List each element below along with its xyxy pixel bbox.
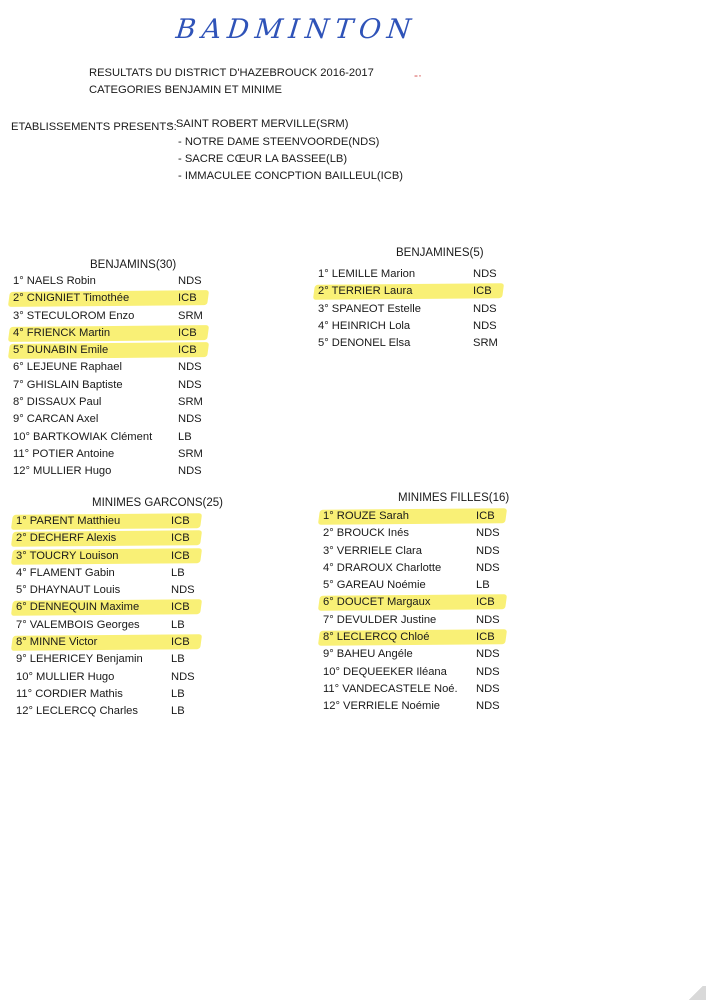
school-code: SRM [178, 309, 203, 322]
school-code: NDS [171, 584, 195, 597]
result-row [16, 705, 216, 722]
competitor-name: 4° FLAMENT Gabin [16, 566, 115, 579]
result-row [16, 550, 216, 567]
result-row [16, 671, 216, 688]
competitor-name: 1° LEMILLE Marion [318, 268, 416, 280]
competitor-name: 9° LEHERICEY Benjamin [16, 653, 143, 666]
competitor-name: 7° DEVULDER Justine [323, 613, 437, 626]
school-code: ICB [178, 326, 197, 339]
school-code: LB [171, 687, 185, 700]
competitor-name: 8° DISSAUX Paul [13, 396, 102, 409]
pen-mark: -· [414, 68, 422, 82]
benjamins-list [13, 275, 213, 483]
school-code: ICB [476, 510, 495, 522]
competitor-name: 10° DEQUEEKER Iléana [323, 665, 447, 678]
school-code: NDS [473, 268, 497, 280]
minimes-garcons-list [16, 515, 216, 723]
competitor-name: 3° STECULOROM Enzo [13, 309, 135, 322]
competitor-name: 11° POTIER Antoine [13, 447, 115, 460]
competitor-name: 6° LEJEUNE Raphael [13, 361, 122, 374]
result-row [323, 562, 523, 579]
result-row [13, 396, 213, 413]
minimes-filles-list [323, 510, 523, 718]
result-row [16, 653, 216, 670]
result-row [323, 648, 523, 665]
school-code: NDS [476, 527, 500, 540]
result-row [16, 567, 216, 584]
competitor-name: 3° VERRIELE Clara [323, 544, 422, 557]
competitor-name: 5° DENONEL Elsa [318, 337, 411, 350]
competitor-name: 1° PARENT Matthieu [16, 515, 121, 527]
result-row [318, 303, 518, 320]
school-code: ICB [171, 636, 190, 649]
school-code: NDS [178, 378, 202, 391]
result-row [13, 431, 213, 448]
school-code: LB [171, 653, 185, 666]
school-code: NDS [476, 700, 500, 713]
competitor-name: 2° DECHERF Alexis [16, 532, 117, 545]
school-code: ICB [476, 631, 495, 644]
competitor-name: 3° SPANEOT Estelle [318, 302, 421, 315]
competitor-name: 7° GHISLAIN Baptiste [13, 378, 123, 391]
school-code: NDS [476, 613, 500, 626]
competitor-name: 11° VANDECASTELE Noé. [323, 682, 458, 695]
school-code: NDS [178, 465, 202, 478]
school-code: NDS [476, 544, 500, 557]
competitor-name: 2° TERRIER Laura [318, 285, 413, 298]
result-row [16, 688, 216, 705]
establishment-icb: - IMMACULEE CONCPTION BAILLEUL(ICB) [178, 170, 404, 182]
competitor-name: 4° FRIENCK Martin [13, 326, 111, 339]
competitor-name: 2° CNIGNIET Timothée [13, 292, 130, 305]
competitor-name: 4° HEINRICH Lola [318, 319, 411, 332]
result-row [318, 320, 518, 337]
competitor-name: 10° BARTKOWIAK Clément [13, 430, 153, 443]
header-line-1: RESULTATS DU DISTRICT D'HAZEBROUCK 2016-2017 [89, 67, 374, 79]
competitor-name: 1° NAELS Robin [13, 275, 96, 287]
school-code: ICB [171, 601, 190, 614]
result-row [16, 636, 216, 653]
establishments-label: ETABLISSEMENTS PRESENTS: [11, 121, 177, 133]
competitor-name: 2° BROUCK Inés [323, 527, 409, 540]
school-code: SRM [178, 447, 203, 460]
competitor-name: 6° DENNEQUIN Maxime [16, 601, 140, 614]
benjamins-title: BENJAMINS(30) [90, 259, 177, 271]
result-row [13, 361, 213, 378]
school-code: LB [171, 618, 185, 631]
competitor-name: 3° TOUCRY Louison [16, 549, 119, 562]
school-code: NDS [171, 670, 195, 683]
school-code: ICB [171, 515, 190, 527]
result-row [323, 700, 523, 717]
result-row [323, 510, 523, 527]
school-code: LB [171, 566, 185, 579]
school-code: ICB [473, 285, 492, 298]
competitor-name: 1° ROUZE Sarah [323, 510, 409, 522]
competitor-name: 11° CORDIER Mathis [16, 687, 123, 700]
school-code: ICB [171, 549, 190, 562]
school-code: LB [476, 579, 490, 592]
competitor-name: 8° LECLERCQ Chloé [323, 631, 430, 644]
minimes-garcons-title: MINIMES GARCONS(25) [92, 497, 223, 509]
result-row [323, 631, 523, 648]
competitor-name: 5° DUNABIN Emile [13, 344, 109, 357]
school-code: SRM [473, 337, 498, 350]
school-code: LB [178, 430, 192, 443]
school-code: NDS [476, 561, 500, 574]
benjamines-list [318, 268, 518, 354]
school-code: ICB [178, 292, 197, 305]
competitor-name: 9° BAHEU Angéle [323, 648, 413, 661]
school-code: LB [171, 705, 185, 718]
school-code: ICB [178, 344, 197, 357]
result-row [13, 344, 213, 361]
header-line-2: CATEGORIES BENJAMIN ET MINIME [89, 84, 282, 96]
school-code: SRM [178, 396, 203, 409]
benjamines-title: BENJAMINES(5) [396, 247, 484, 259]
result-row [13, 448, 213, 465]
result-row [323, 545, 523, 562]
result-row [318, 337, 518, 354]
school-code: NDS [473, 319, 497, 332]
competitor-name: 5° DHAYNAUT Louis [16, 584, 121, 597]
result-row [323, 527, 523, 544]
result-row [16, 532, 216, 549]
result-row [323, 683, 523, 700]
result-row [323, 666, 523, 683]
result-row [13, 413, 213, 430]
result-row [13, 379, 213, 396]
page-curl [686, 986, 706, 1000]
result-row [13, 310, 213, 327]
school-code: NDS [178, 275, 202, 287]
school-code: NDS [178, 361, 202, 374]
competitor-name: 12° VERRIELE Noémie [323, 700, 441, 713]
establishment-lb: - SACRE CŒUR LA BASSEE(LB) [178, 153, 348, 165]
result-row [16, 601, 216, 618]
school-code: ICB [476, 596, 495, 609]
competitor-name: 7° VALEMBOIS Georges [16, 618, 140, 631]
result-row [323, 596, 523, 613]
result-row [318, 285, 518, 302]
school-code: NDS [476, 682, 500, 695]
establishment-nds: - NOTRE DAME STEENVOORDE(NDS) [178, 136, 380, 148]
competitor-name: 6° DOUCET Margaux [323, 596, 431, 609]
school-code: NDS [473, 302, 497, 315]
competitor-name: 12° LECLERCQ Charles [16, 705, 138, 718]
school-code: NDS [178, 413, 202, 426]
result-row [13, 292, 213, 309]
establishment-srm: - SAINT ROBERT MERVILLE(SRM) [169, 118, 349, 130]
school-code: NDS [476, 648, 500, 661]
competitor-name: 9° CARCAN Axel [13, 413, 99, 426]
school-code: ICB [171, 532, 190, 545]
competitor-name: 12° MULLIER Hugo [13, 465, 112, 478]
handwritten-title: BADMINTON [174, 14, 419, 45]
competitor-name: 5° GAREAU Noémie [323, 579, 426, 592]
competitor-name: 8° MINNE Victor [16, 636, 98, 649]
minimes-filles-title: MINIMES FILLES(16) [398, 492, 510, 504]
result-row [13, 465, 213, 482]
competitor-name: 10° MULLIER Hugo [16, 670, 115, 683]
school-code: NDS [476, 665, 500, 678]
competitor-name: 4° DRAROUX Charlotte [323, 561, 442, 574]
